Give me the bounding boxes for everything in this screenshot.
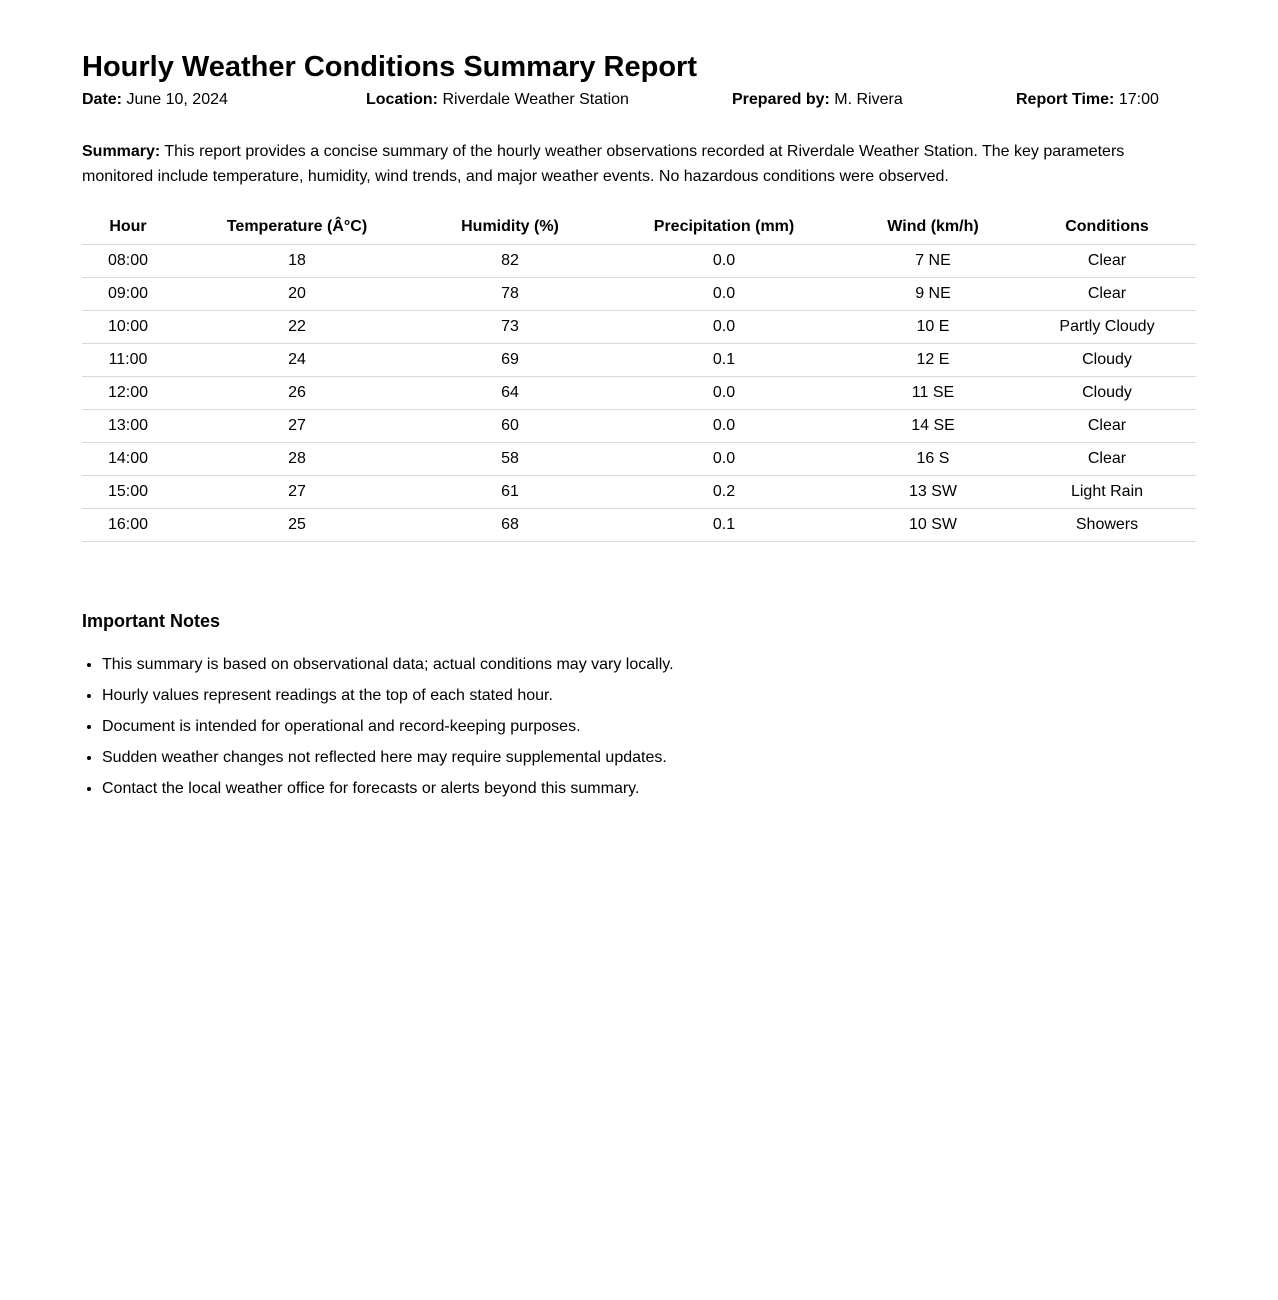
table-row: [82, 443, 1196, 476]
table-row: [82, 410, 1196, 443]
cell-conditions: Cloudy: [1018, 377, 1196, 410]
cell-hour: 11:00: [82, 344, 174, 377]
cell-conditions: Cloudy: [1018, 344, 1196, 377]
table-row: [82, 377, 1196, 410]
note-item: • This summary is based on observational data; actual conditions may vary locally.: [102, 653, 1196, 676]
cell-temperature: 25: [174, 509, 420, 542]
cell-humidity: 60: [420, 410, 600, 443]
header-hour: Hour: [82, 210, 174, 245]
note-item: • Contact the local weather office for forecasts or alerts beyond this summary.: [102, 777, 1196, 800]
meta-date-value: June 10, 2024: [126, 91, 228, 108]
cell-hour: 10:00: [82, 311, 174, 344]
cell-humidity: 58: [420, 443, 600, 476]
notes-list: [82, 653, 1196, 800]
cell-hour: 09:00: [82, 278, 174, 311]
note-item: • Document is intended for operational and record-keeping purposes.: [102, 715, 1196, 738]
report-meta: [82, 89, 1196, 115]
note-item: • Hourly values represent readings at the top of each stated hour.: [102, 684, 1196, 707]
table-row: [82, 245, 1196, 278]
cell-wind: 11 SE: [848, 377, 1018, 410]
cell-hour: 16:00: [82, 509, 174, 542]
cell-wind: 14 SE: [848, 410, 1018, 443]
table-row: [82, 509, 1196, 542]
meta-location-label: Location:: [366, 91, 438, 108]
cell-precipitation: 0.1: [600, 509, 848, 542]
header-conditions: Conditions: [1018, 210, 1196, 245]
cell-wind: 10 SW: [848, 509, 1018, 542]
table-row: [82, 344, 1196, 377]
cell-humidity: 61: [420, 476, 600, 509]
cell-temperature: 24: [174, 344, 420, 377]
cell-wind: 10 E: [848, 311, 1018, 344]
meta-report-time: [1016, 89, 1159, 111]
cell-wind: 12 E: [848, 344, 1018, 377]
table-row: [82, 476, 1196, 509]
cell-temperature: 28: [174, 443, 420, 476]
cell-hour: 14:00: [82, 443, 174, 476]
cell-precipitation: 0.0: [600, 311, 848, 344]
summary-paragraph: [82, 139, 1182, 189]
meta-date-label: Date:: [82, 91, 123, 108]
cell-conditions: Partly Cloudy: [1018, 311, 1196, 344]
summary-label: Summary:: [82, 143, 161, 160]
cell-wind: 9 NE: [848, 278, 1018, 311]
summary-text: This report provides a concise summary of the hourly weather observations recorded at Riverdale Weather Station. The key parameters monitored include temperature, humidity, wind trends, and major weather events. No hazardous conditions were observed.: [82, 143, 1125, 185]
cell-wind: 13 SW: [848, 476, 1018, 509]
table-row: [82, 278, 1196, 311]
cell-humidity: 64: [420, 377, 600, 410]
header-wind: Wind (km/h): [848, 210, 1018, 245]
cell-humidity: 82: [420, 245, 600, 278]
cell-conditions: Showers: [1018, 509, 1196, 542]
cell-precipitation: 0.2: [600, 476, 848, 509]
cell-humidity: 69: [420, 344, 600, 377]
cell-temperature: 26: [174, 377, 420, 410]
meta-date: [82, 89, 228, 111]
cell-temperature: 22: [174, 311, 420, 344]
cell-precipitation: 0.0: [600, 278, 848, 311]
cell-hour: 13:00: [82, 410, 174, 443]
cell-precipitation: 0.0: [600, 410, 848, 443]
report-title: Hourly Weather Conditions Summary Report: [82, 51, 697, 83]
cell-hour: 12:00: [82, 377, 174, 410]
cell-wind: 16 S: [848, 443, 1018, 476]
header-precipitation: Precipitation (mm): [600, 210, 848, 245]
meta-location-value: Riverdale Weather Station: [442, 91, 629, 108]
cell-humidity: 73: [420, 311, 600, 344]
cell-temperature: 18: [174, 245, 420, 278]
cell-precipitation: 0.0: [600, 443, 848, 476]
meta-prepared-by: [732, 89, 903, 111]
cell-precipitation: 0.0: [600, 245, 848, 278]
header-temperature: Temperature (Â°C): [174, 210, 420, 245]
note-item: • Sudden weather changes not reflected here may require supplemental updates.: [102, 746, 1196, 769]
cell-conditions: Clear: [1018, 278, 1196, 311]
meta-prepared-value: M. Rivera: [834, 91, 903, 108]
cell-precipitation: 0.0: [600, 377, 848, 410]
cell-humidity: 78: [420, 278, 600, 311]
cell-humidity: 68: [420, 509, 600, 542]
cell-temperature: 27: [174, 476, 420, 509]
cell-temperature: 20: [174, 278, 420, 311]
cell-conditions: Clear: [1018, 443, 1196, 476]
hourly-weather-table: [82, 210, 1196, 542]
header-humidity: Humidity (%): [420, 210, 600, 245]
cell-hour: 08:00: [82, 245, 174, 278]
cell-hour: 15:00: [82, 476, 174, 509]
meta-prepared-label: Prepared by:: [732, 91, 830, 108]
cell-conditions: Clear: [1018, 410, 1196, 443]
cell-conditions: Clear: [1018, 245, 1196, 278]
meta-location: [366, 89, 629, 111]
cell-precipitation: 0.1: [600, 344, 848, 377]
cell-temperature: 27: [174, 410, 420, 443]
table-row: [82, 311, 1196, 344]
meta-time-value: 17:00: [1118, 91, 1159, 108]
cell-wind: 7 NE: [848, 245, 1018, 278]
table-header-row: [82, 210, 1196, 245]
meta-time-label: Report Time:: [1016, 91, 1115, 108]
notes-heading: Important Notes: [82, 611, 221, 631]
cell-conditions: Light Rain: [1018, 476, 1196, 509]
